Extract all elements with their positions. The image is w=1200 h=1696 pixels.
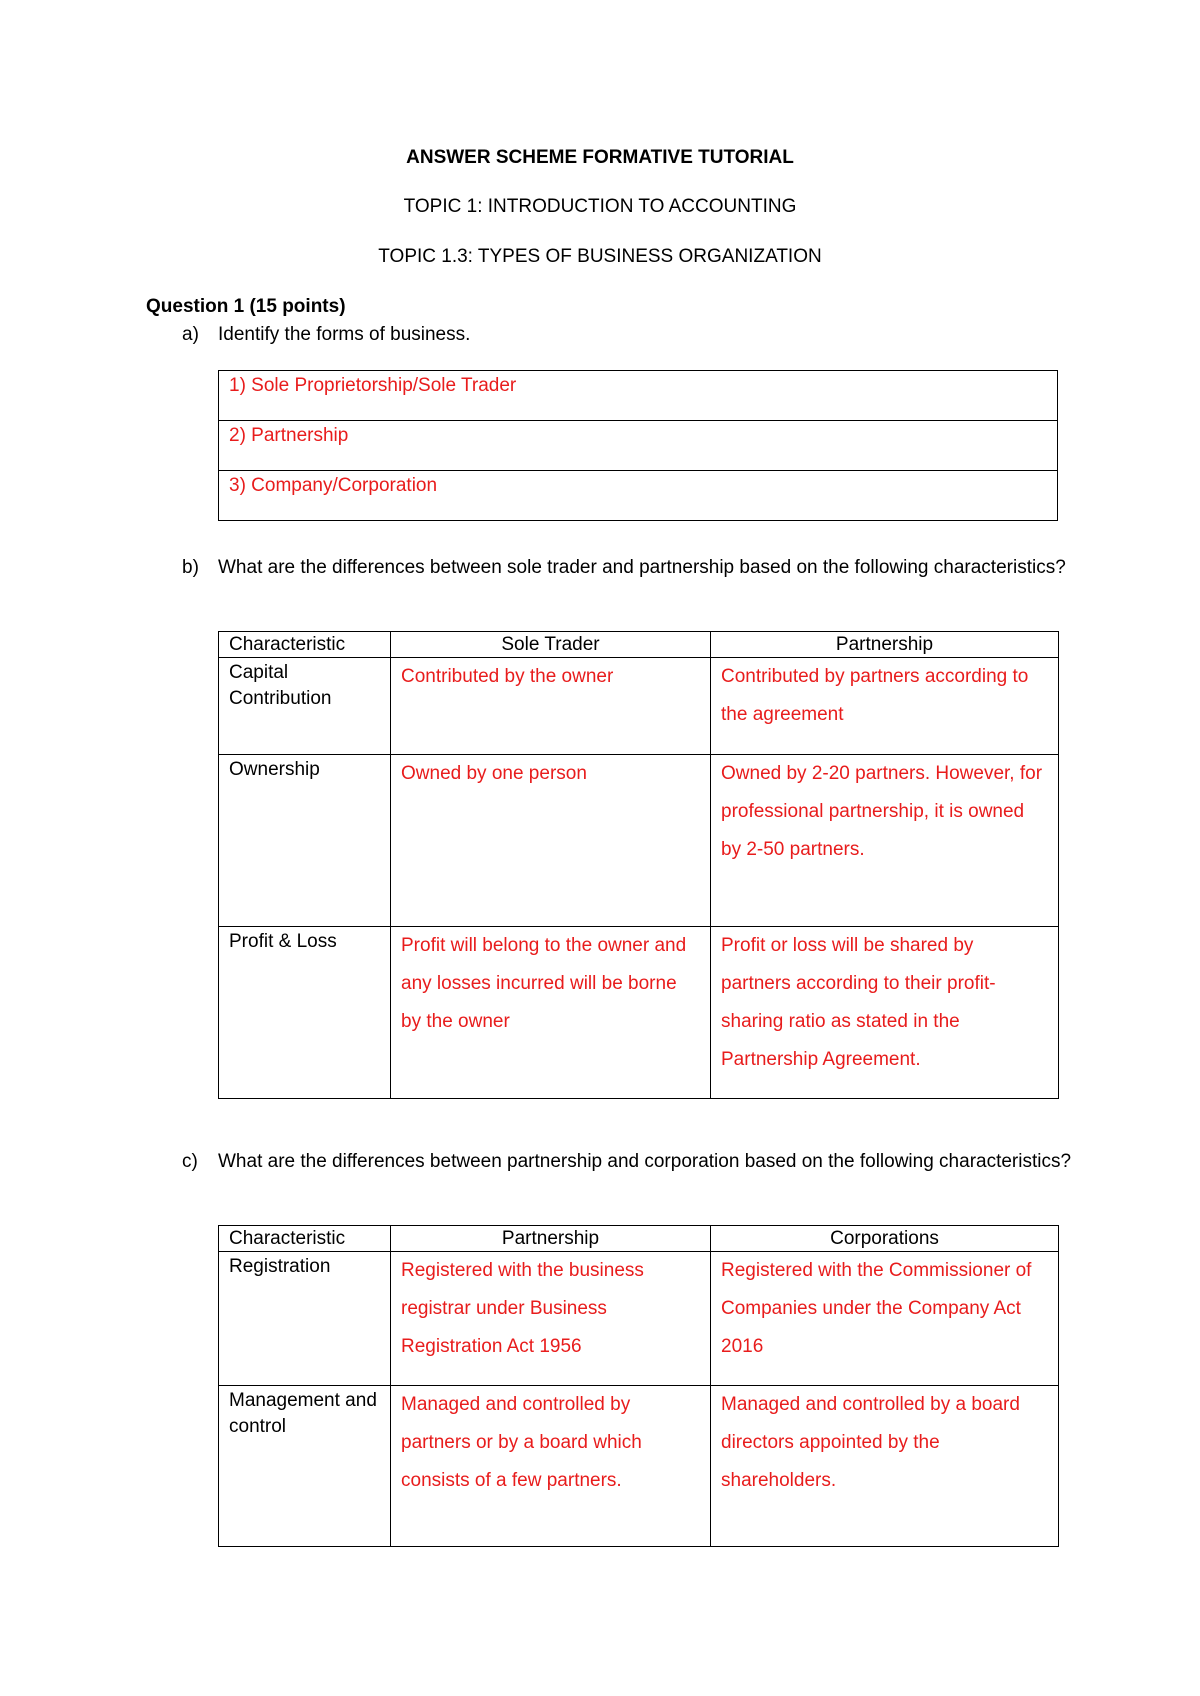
answer-cell: Registered with the Commissioner of Companies under the Company Act 2016 (711, 1252, 1059, 1386)
forms-of-business-table (218, 370, 1058, 521)
table-header-row (219, 1226, 1059, 1252)
characteristic-cell: Ownership (219, 755, 391, 927)
column-header: Partnership (391, 1226, 711, 1252)
answer-cell: Contributed by partners according to the agreement (711, 658, 1059, 755)
column-header: Corporations (711, 1226, 1059, 1252)
table-row (219, 421, 1058, 471)
column-header: Sole Trader (391, 632, 711, 658)
question-b-label: b) (182, 557, 199, 578)
answer-cell: Registered with the business registrar under Business Registration Act 1956 (391, 1252, 711, 1386)
table-row (219, 658, 1059, 755)
table-header-row (219, 632, 1059, 658)
question-title: Question 1 (15 points) (146, 296, 346, 317)
characteristic-cell: Registration (219, 1252, 391, 1386)
column-header: Characteristic (219, 632, 391, 658)
characteristic-cell: Capital Contribution (219, 658, 391, 755)
table-row (219, 1386, 1059, 1547)
answer-cell: Managed and controlled by partners or by a board which consists of a few partners. (391, 1386, 711, 1547)
table-row (219, 1252, 1059, 1386)
question-b-text: What are the differences between sole trader and partnership based on the following characteristics? (218, 557, 1066, 578)
question-a-text: Identify the forms of business. (218, 324, 471, 345)
column-header: Partnership (711, 632, 1059, 658)
document-title: ANSWER SCHEME FORMATIVE TUTORIAL (406, 147, 794, 168)
answer-cell: Owned by one person (391, 755, 711, 927)
answer-cell: Contributed by the owner (391, 658, 711, 755)
table-row (219, 471, 1058, 521)
characteristic-cell: Management and control (219, 1386, 391, 1547)
answer-cell: Managed and controlled by a board directors appointed by the shareholders. (711, 1386, 1059, 1547)
answer-cell: Profit will belong to the owner and any losses incurred will be borne by the owner (391, 927, 711, 1099)
answer-cell: 3) Company/Corporation (219, 471, 1058, 521)
question-c-label: c) (182, 1151, 198, 1172)
answer-cell: Profit or loss will be shared by partners according to their profit-sharing ratio as stated in the Partnership Agreement. (711, 927, 1059, 1099)
topic-heading: TOPIC 1: INTRODUCTION TO ACCOUNTING (403, 196, 797, 217)
question-a-label: a) (182, 324, 199, 345)
characteristic-cell: Profit & Loss (219, 927, 391, 1099)
subtopic-heading: TOPIC 1.3: TYPES OF BUSINESS ORGANIZATION (378, 246, 822, 267)
table-row (219, 755, 1059, 927)
table-row (219, 927, 1059, 1099)
answer-cell: Owned by 2-20 partners. However, for professional partnership, it is owned by 2-50 partners. (711, 755, 1059, 927)
partnership-vs-corporation-table (218, 1225, 1059, 1547)
answer-cell: 1) Sole Proprietorship/Sole Trader (219, 371, 1058, 421)
column-header: Characteristic (219, 1226, 391, 1252)
answer-cell: 2) Partnership (219, 421, 1058, 471)
question-c-text: What are the differences between partnership and corporation based on the following characteristics? (218, 1151, 1072, 1172)
sole-trader-vs-partnership-table (218, 631, 1059, 1099)
table-row (219, 371, 1058, 421)
